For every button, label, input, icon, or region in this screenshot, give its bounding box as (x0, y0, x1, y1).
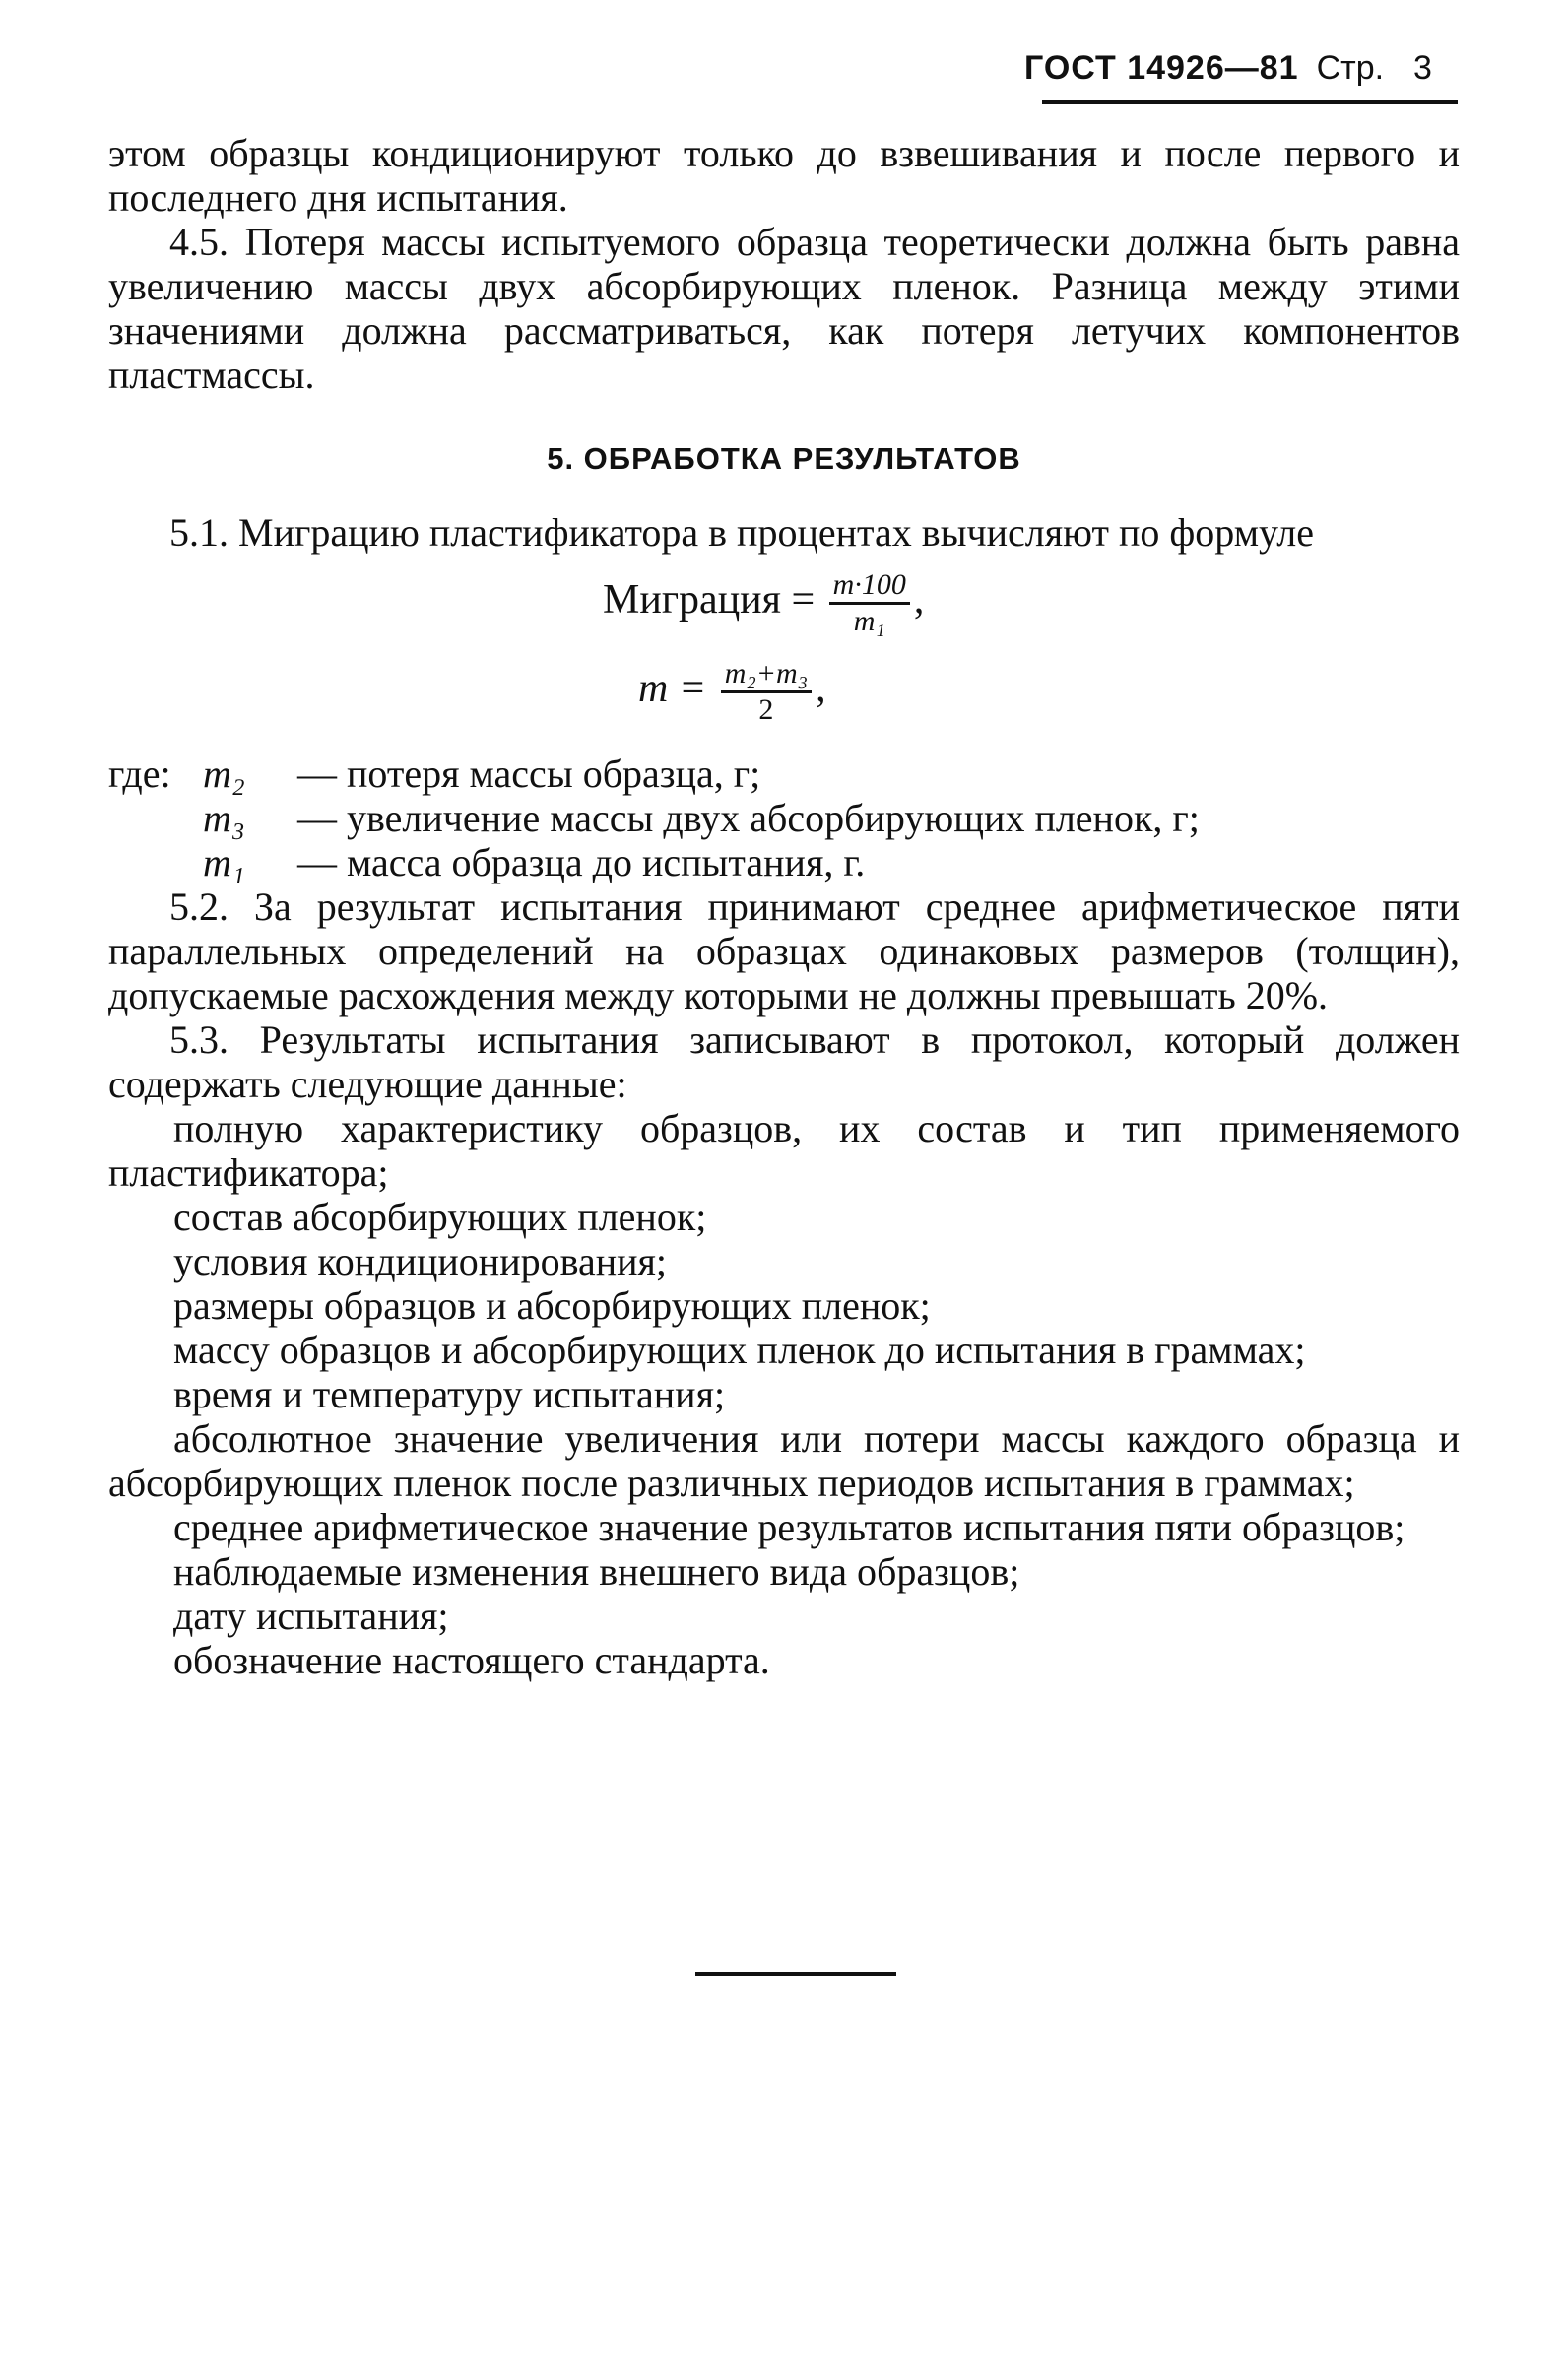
legend-line (108, 840, 1460, 884)
intro-continuation: этом образцы кондиционируют только до взвешивания и после первого и последнего дня испытания. (108, 131, 1460, 220)
formula-block (108, 555, 1460, 752)
fraction-2-denominator: 2 (758, 693, 774, 726)
formula-tail-2: , (816, 666, 826, 712)
fraction-2-numerator: m₂+m₃ (721, 657, 812, 693)
legend-text: — увеличение массы двух абсорбирующих пленок, г; (297, 796, 1200, 840)
legend-text: — потеря массы образца, г; (297, 752, 761, 796)
header-rule (1042, 100, 1458, 104)
formula-lhs-2: m = (638, 666, 707, 712)
standard-number: ГОСТ 14926—81 (1024, 49, 1299, 87)
report-item: дату испытания; (173, 1594, 449, 1638)
report-item: обозначение настоящего стандарта. (173, 1638, 770, 1682)
report-item: размеры образцов и абсорбирующих пленок; (173, 1283, 931, 1328)
end-rule (695, 1972, 896, 1976)
page-header (1024, 49, 1458, 104)
formula-migration (603, 568, 924, 638)
clause-5-3: 5.3. Результаты испытания записывают в протокол, который должен содержать следующие данные: (108, 1017, 1460, 1106)
fraction-2 (721, 657, 812, 727)
fraction-1 (829, 568, 910, 638)
report-item: время и температуру испытания; (173, 1372, 726, 1416)
report-item: массу образцов и абсорбирующих пленок до испытания в граммах; (173, 1328, 1306, 1372)
page-word: Стр. (1316, 49, 1385, 87)
report-item: состав абсорбирующих пленок; (173, 1195, 707, 1239)
legend-symbol: m₂ (203, 752, 245, 796)
report-item: среднее арифметическое значение результатов испытания пяти образцов; (173, 1505, 1405, 1549)
fraction-1-denominator: m₁ (853, 605, 885, 637)
formula-lhs-1: Миграция = (603, 577, 816, 623)
formula-tail-1: , (913, 577, 925, 623)
clause-4-5: 4.5. Потеря массы испытуемого образца теоретически должна быть равна увеличению массы двух абсорбирующих пленок. Разница между этими значениями должна рассматриваться, как потеря летучих компонентов пластмассы. (108, 220, 1460, 397)
legend-line (108, 796, 1460, 840)
clause-5-1: 5.1. Миграцию пластификатора в процентах вычисляют по формуле (169, 510, 1314, 555)
legend-symbol: m₃ (203, 796, 245, 840)
legend-symbol: m₁ (203, 840, 245, 884)
formula-m (638, 657, 826, 727)
report-item: полную характеристику образцов, их состав и тип применяемого пластификатора; (108, 1106, 1460, 1195)
page-body (108, 131, 1460, 1682)
legend-line (108, 752, 1460, 796)
fraction-1-numerator: m·100 (829, 568, 910, 605)
section-heading: 5. ОБРАБОТКА РЕЗУЛЬТАТОВ (547, 441, 1021, 476)
legend-lead: где: (108, 752, 171, 796)
clause-5-2: 5.2. За результат испытания принимают среднее арифметическое пяти параллельных определений на образцах одинаковых размеров (толщин), допускаемые расхождения между которыми не должны превышать 20%. (108, 884, 1460, 1017)
symbol-legend (108, 752, 1460, 884)
page-number: 3 (1413, 49, 1432, 87)
report-item: условия кондиционирования; (173, 1239, 668, 1283)
report-item: наблюдаемые изменения внешнего вида образцов; (173, 1549, 1020, 1594)
report-item: абсолютное значение увеличения или потери массы каждого образца и абсорбирующих пленок после различных периодов испытания в граммах; (108, 1416, 1460, 1505)
legend-text: — масса образца до испытания, г. (297, 840, 866, 884)
